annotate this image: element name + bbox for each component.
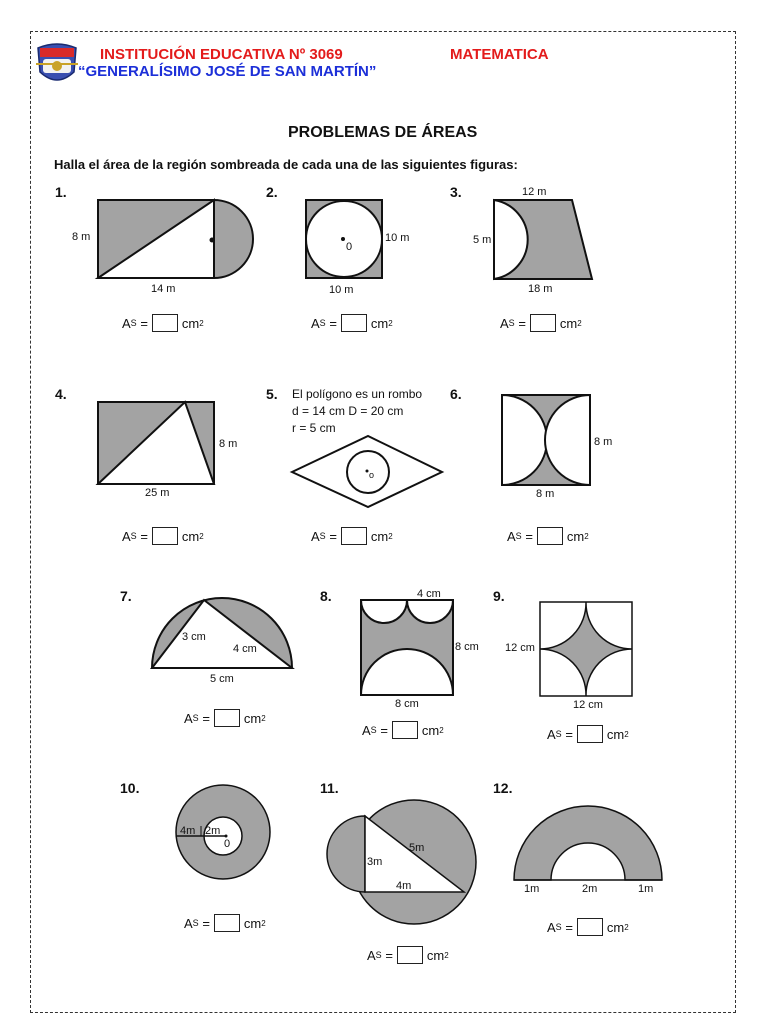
answer-box-6[interactable] (537, 527, 563, 545)
fig2-label-base: 10 m (329, 284, 354, 296)
school-name: “GENERALÍSIMO JOSÉ DE SAN MARTÍN” (78, 63, 377, 80)
fig6-label-base: 8 m (536, 488, 555, 500)
answer-row-9: A S = cm 2 (547, 726, 629, 742)
answer-box-8[interactable] (392, 721, 418, 739)
fig8-label-base: 8 cm (395, 698, 419, 710)
fig6-label-height: 8 m (594, 436, 613, 448)
answer-row-1: A S = cm 2 (122, 315, 204, 331)
problem-number-1: 1. (55, 184, 67, 200)
fig5-note-2: d = 14 cm D = 20 cm (292, 404, 404, 418)
fig7-label-leg1: 3 cm (182, 631, 206, 643)
fig1-label-height: 8 m (72, 231, 91, 243)
fig10-label-outer: 4m (180, 825, 196, 837)
school-line: INSTITUCIÓN EDUCATIVA Nº 3069 (100, 46, 343, 63)
fig7-label-hyp: 5 cm (210, 673, 234, 685)
fig9-label-side: 12 cm (505, 642, 535, 654)
fig12-label-right: 1m (638, 883, 654, 895)
fig4-label-height: 8 m (219, 438, 238, 450)
answer-row-2: A S = cm 2 (311, 315, 393, 331)
problem-number-10: 10. (120, 780, 140, 796)
problem-number-6: 6. (450, 386, 462, 402)
fig11-label-leg1: 3m (367, 856, 383, 868)
instruction-text: Halla el área de la región sombreada de cada una de las siguientes figuras: (54, 157, 518, 172)
problem-number-12: 12. (493, 780, 513, 796)
fig9-label-base: 12 cm (573, 699, 603, 711)
fig8-label-top: 4 cm (417, 588, 441, 600)
fig11-label-leg2: 4m (396, 880, 412, 892)
answer-box-4[interactable] (152, 527, 178, 545)
answer-row-5: A S = cm 2 (311, 528, 393, 544)
fig12-label-center: 2m (582, 883, 598, 895)
fig8-label-side: 8 cm (455, 641, 479, 653)
answer-box-7[interactable] (214, 709, 240, 727)
answer-box-3[interactable] (530, 314, 556, 332)
fig1-label-base: 14 m (151, 283, 176, 295)
problem-number-11: 11. (320, 780, 339, 796)
answer-row-10: A S = cm 2 (184, 915, 266, 931)
answer-row-12: A S = cm 2 (547, 919, 629, 935)
fig5-center-label: o (369, 470, 375, 480)
problem-number-7: 7. (120, 588, 132, 604)
fig3-label-top: 12 m (522, 186, 547, 198)
fig10-center-label: 0 (224, 838, 231, 850)
answer-row-3: A S = cm 2 (500, 315, 582, 331)
answer-box-9[interactable] (577, 725, 603, 743)
problem-number-3: 3. (450, 184, 462, 200)
fig7-label-leg2: 4 cm (233, 643, 257, 655)
answer-row-11: A S = cm 2 (367, 947, 449, 963)
subject-label: MATEMATICA (450, 46, 549, 63)
problem-number-8: 8. (320, 588, 332, 604)
answer-box-5[interactable] (341, 527, 367, 545)
fig2-label-side: 10 m (385, 232, 410, 244)
problem-number-2: 2. (266, 184, 278, 200)
fig3-label-base: 18 m (528, 283, 553, 295)
fig12-label-left: 1m (524, 883, 540, 895)
fig5-note-3: r = 5 cm (292, 421, 336, 435)
problem-number-9: 9. (493, 588, 505, 604)
answer-row-4: A S = cm 2 (122, 528, 204, 544)
fig3-label-height: 5 m (473, 234, 492, 246)
answer-row-7: A S = cm 2 (184, 710, 266, 726)
answer-box-12[interactable] (577, 918, 603, 936)
problem-number-4: 4. (55, 386, 67, 402)
fig5-note-1: El polígono es un rombo (292, 387, 423, 401)
fig2-center-label: 0 (346, 241, 353, 253)
answer-row-6: A S = cm 2 (507, 528, 589, 544)
answer-box-10[interactable] (214, 914, 240, 932)
answer-box-2[interactable] (341, 314, 367, 332)
answer-row-8: A S = cm 2 (362, 722, 444, 738)
page-title: PROBLEMAS DE ÁREAS (288, 124, 478, 141)
fig10-label-inner: 2m (205, 825, 221, 837)
answer-box-1[interactable] (152, 314, 178, 332)
answer-box-11[interactable] (397, 946, 423, 964)
problem-number-5: 5. (266, 386, 278, 402)
fig4-label-base: 25 m (145, 487, 170, 499)
fig11-label-hyp: 5m (409, 842, 425, 854)
